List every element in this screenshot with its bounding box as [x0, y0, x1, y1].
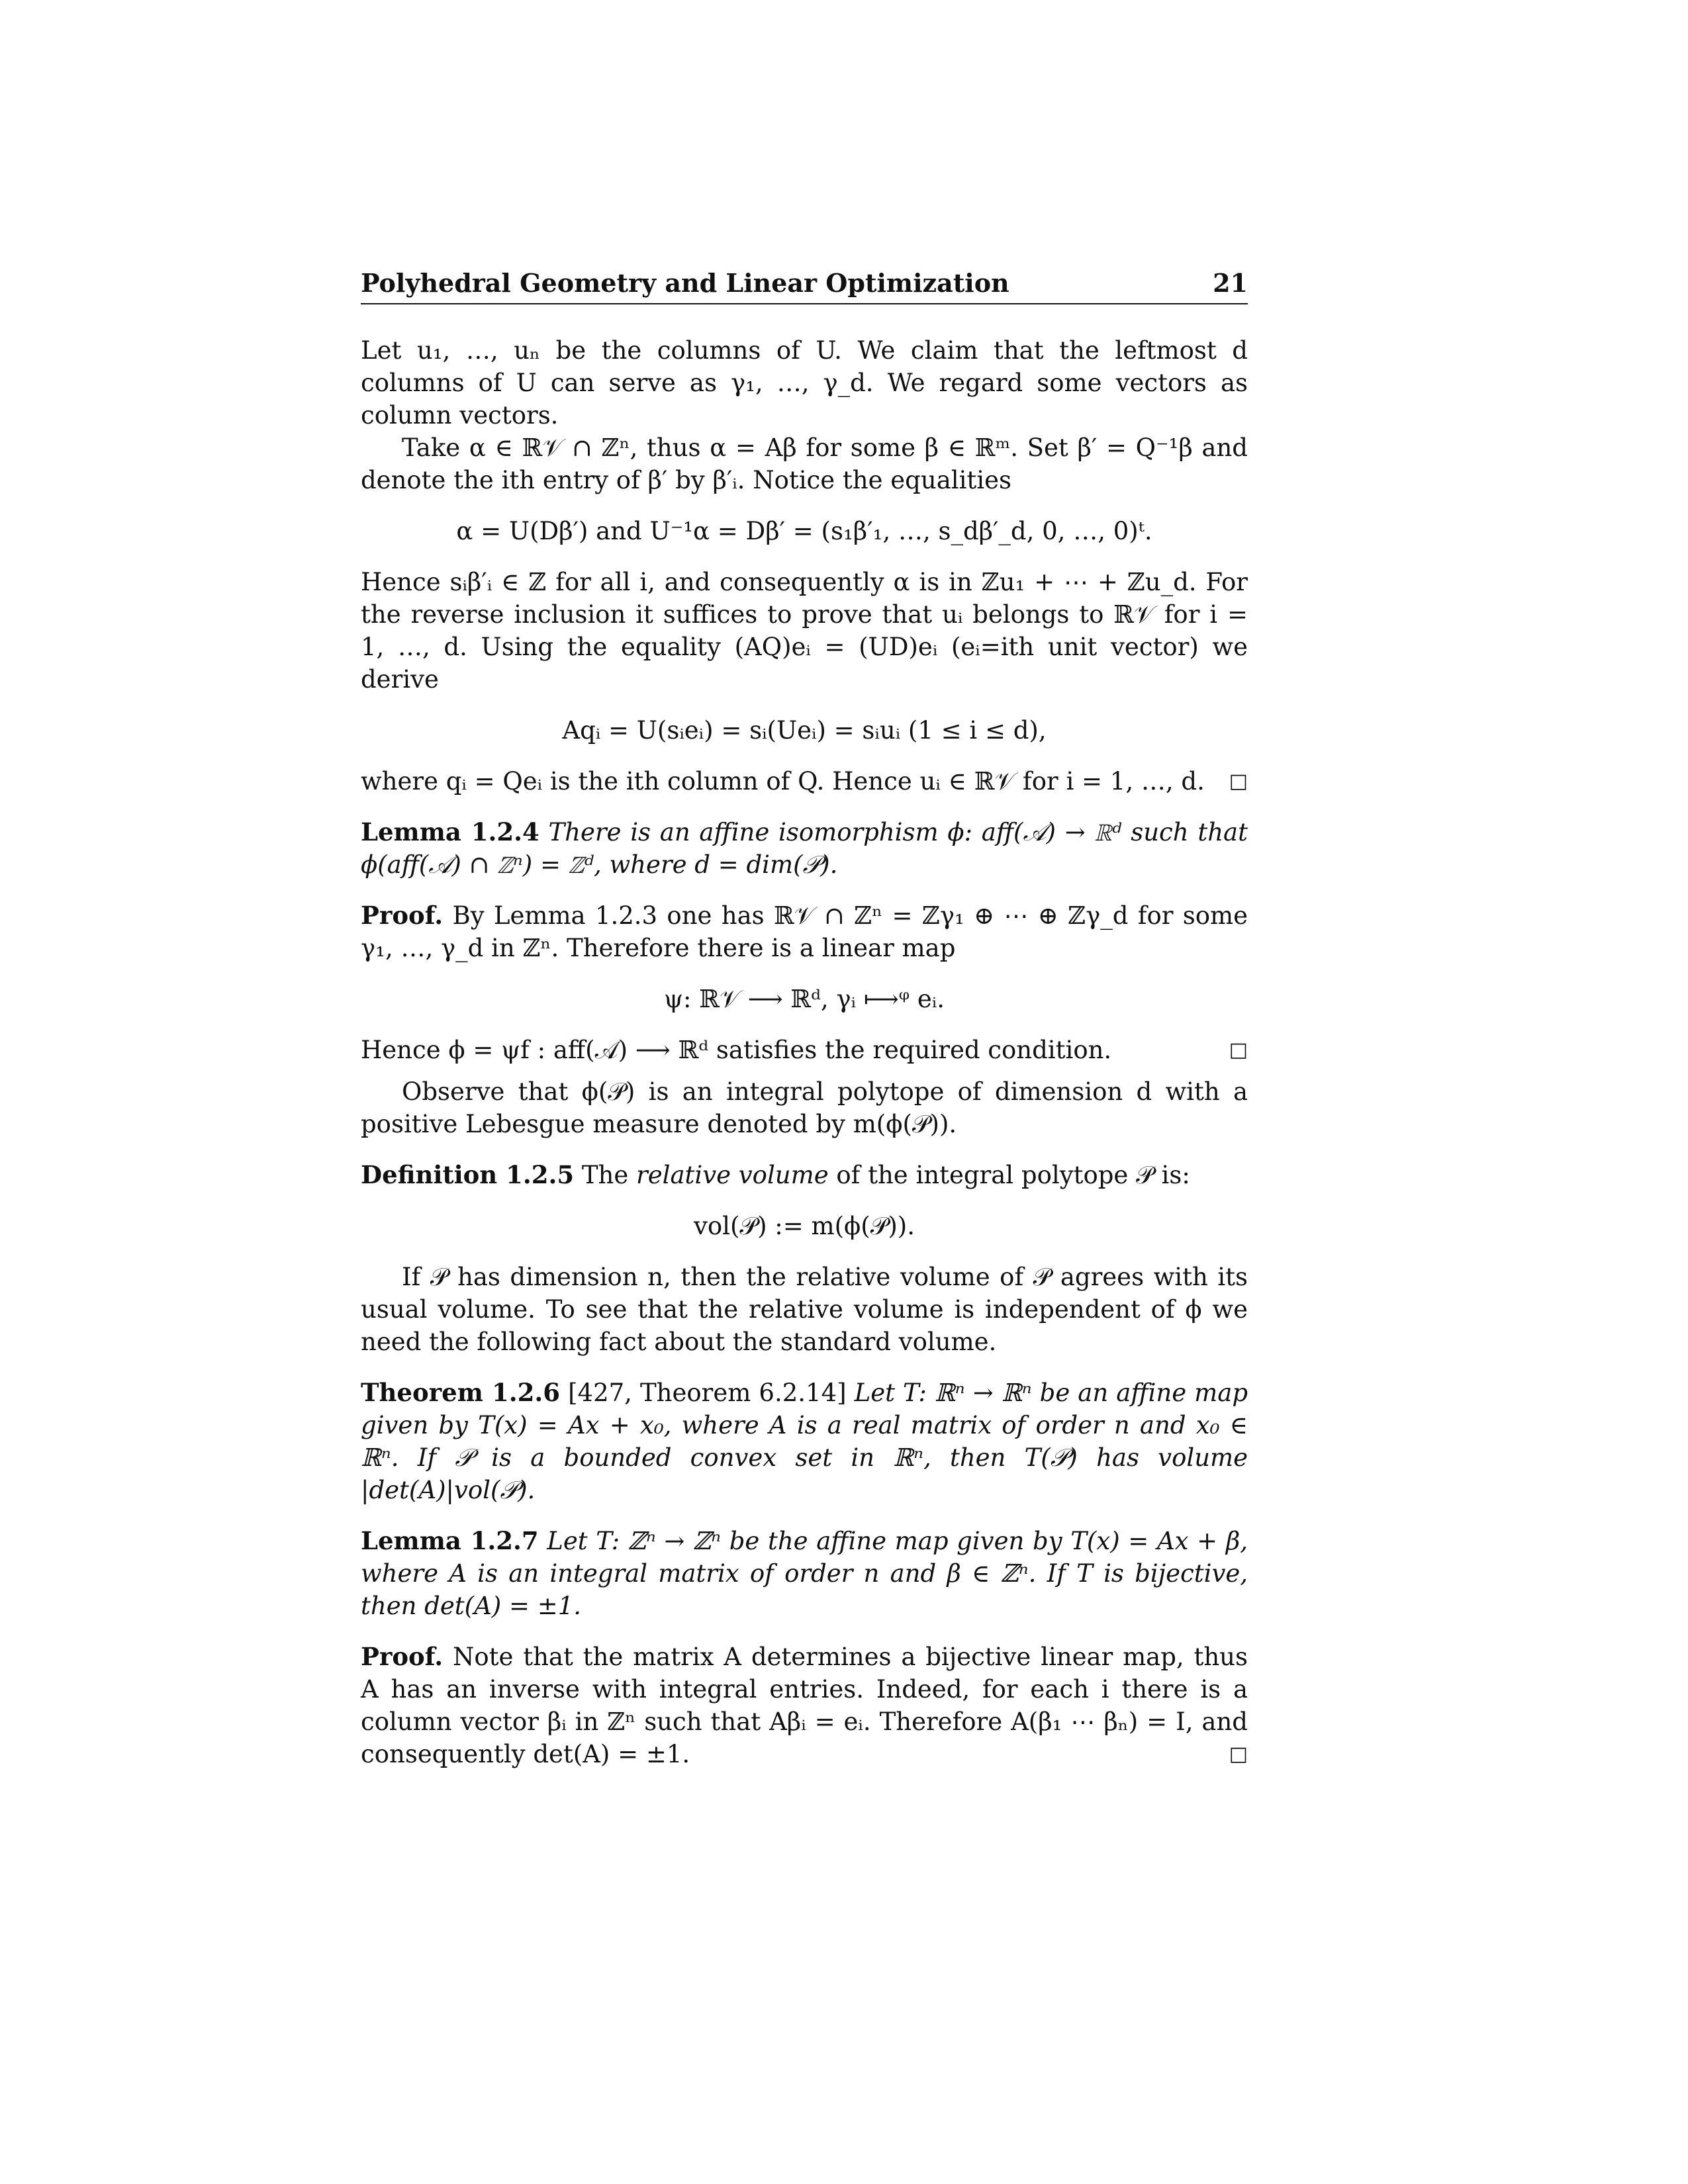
proof-1	[361, 899, 1248, 964]
qed-icon: □	[1229, 1038, 1248, 1062]
proof-1-conclusion	[361, 1034, 1248, 1066]
paragraph-5: Observe that ϕ(𝒫) is an integral polytope of dimension d with a positive Lebesgue measure denoted by m(ϕ(𝒫)).	[361, 1077, 1248, 1138]
equation-4: vol(𝒫) := m(ϕ(𝒫)).	[693, 1212, 915, 1240]
lemma-1-2-7	[361, 1525, 1248, 1622]
theorem-1-2-6-text: Let T: ℝⁿ → ℝⁿ be an affine map given by T(x) = Ax + x₀, where A is a real matrix of order n and x₀ ∈ ℝⁿ. If 𝒫 is a bounded convex set in ℝⁿ, then T(𝒫) has volume |det(A)|vol(𝒫).	[361, 1379, 1248, 1504]
proof-2	[361, 1641, 1248, 1770]
page	[361, 268, 1248, 1770]
page-number: 21	[1213, 268, 1248, 298]
definition-1-2-5-emph: relative volume	[636, 1161, 829, 1189]
equation-2: Aqᵢ = U(sᵢeᵢ) = sᵢ(Ueᵢ) = sᵢuᵢ (1 ≤ i ≤ d),	[562, 716, 1047, 745]
proof-2-text: Note that the matrix A determines a bijective linear map, thus A has an inverse with integral entries. Indeed, for each i there is a column vector βᵢ in ℤⁿ such that Aβᵢ = eᵢ. Therefore A(β₁ ⋯ βₙ) = I, and consequently det(A) = ±1.	[361, 1643, 1248, 1768]
lemma-1-2-4-label: Lemma 1.2.4	[361, 817, 539, 846]
paragraph-1: Let u₁, …, uₙ be the columns of U. We claim that the leftmost d columns of U can serve as γ₁, …, γ_d. We regard some vectors as column vectors.	[361, 336, 1248, 430]
lemma-1-2-7-label: Lemma 1.2.7	[361, 1526, 539, 1555]
paragraph-3: Hence sᵢβ′ᵢ ∈ ℤ for all i, and consequently α is in ℤu₁ + ⋯ + ℤu_d. For the reverse inclusion it suffices to prove that uᵢ belongs to ℝ𝒱 for i = 1, …, d. Using the equality (AQ)eᵢ = (UD)eᵢ (eᵢ=ith unit vector) we derive	[361, 568, 1248, 694]
proof-1-after: Hence ϕ = ψf : aff(𝒜) ⟶ ℝᵈ satisfies the required condition.	[361, 1036, 1112, 1064]
paragraph-2: Take α ∈ ℝ𝒱 ∩ ℤⁿ, thus α = Aβ for some β ∈ ℝᵐ. Set β′ = Q⁻¹β and denote the ith entry of β′ by β′ᵢ. Notice the equalities	[361, 433, 1248, 494]
running-header	[361, 268, 1248, 304]
equation-3: ψ: ℝ𝒱 ⟶ ℝᵈ, γᵢ ⟼ᵠ eᵢ.	[664, 985, 945, 1013]
definition-1-2-5-after: of the integral polytope 𝒫 is:	[836, 1161, 1190, 1189]
proof-2-label: Proof.	[361, 1642, 444, 1671]
header-title: Polyhedral Geometry and Linear Optimization	[361, 268, 1009, 298]
paragraph-4	[361, 765, 1248, 797]
page-body	[361, 334, 1248, 1770]
equation-1: α = U(Dβ′) and U⁻¹α = Dβ′ = (s₁β′₁, …, s_dβ′_d, 0, …, 0)ᵗ.	[456, 517, 1152, 545]
lemma-1-2-4	[361, 816, 1248, 881]
definition-1-2-5	[361, 1159, 1248, 1191]
theorem-1-2-6-label: Theorem 1.2.6	[361, 1378, 561, 1407]
proof-1-label: Proof.	[361, 901, 444, 930]
definition-1-2-5-before: The	[581, 1161, 629, 1189]
theorem-1-2-6-cite: [427, Theorem 6.2.14]	[568, 1379, 847, 1407]
definition-1-2-5-label: Definition 1.2.5	[361, 1160, 575, 1189]
paragraph-4-text: where qᵢ = Qeᵢ is the ith column of Q. Hence uᵢ ∈ ℝ𝒱 for i = 1, …, d.	[361, 767, 1205, 796]
qed-icon: □	[1229, 1743, 1248, 1766]
proof-1-text: By Lemma 1.2.3 one has ℝ𝒱 ∩ ℤⁿ = ℤγ₁ ⊕ ⋯ ⊕ ℤγ_d for some γ₁, …, γ_d in ℤⁿ. Therefore there is a linear map	[361, 901, 1248, 962]
paragraph-6: If 𝒫 has dimension n, then the relative volume of 𝒫 agrees with its usual volume. To see that the relative volume is independent of ϕ we need the following fact about the standard volume.	[361, 1263, 1248, 1356]
lemma-1-2-7-text: Let T: ℤⁿ → ℤⁿ be the affine map given by T(x) = Ax + β, where A is an integral matrix of order n and β ∈ ℤⁿ. If T is bijective, then det(A) = ±1.	[361, 1527, 1248, 1620]
theorem-1-2-6	[361, 1377, 1248, 1506]
lemma-1-2-4-text: There is an affine isomorphism ϕ: aff(𝒜) → ℝᵈ such that ϕ(aff(𝒜) ∩ ℤⁿ) = ℤᵈ, where d = dim(𝒫).	[361, 818, 1248, 879]
qed-icon: □	[1229, 770, 1248, 793]
